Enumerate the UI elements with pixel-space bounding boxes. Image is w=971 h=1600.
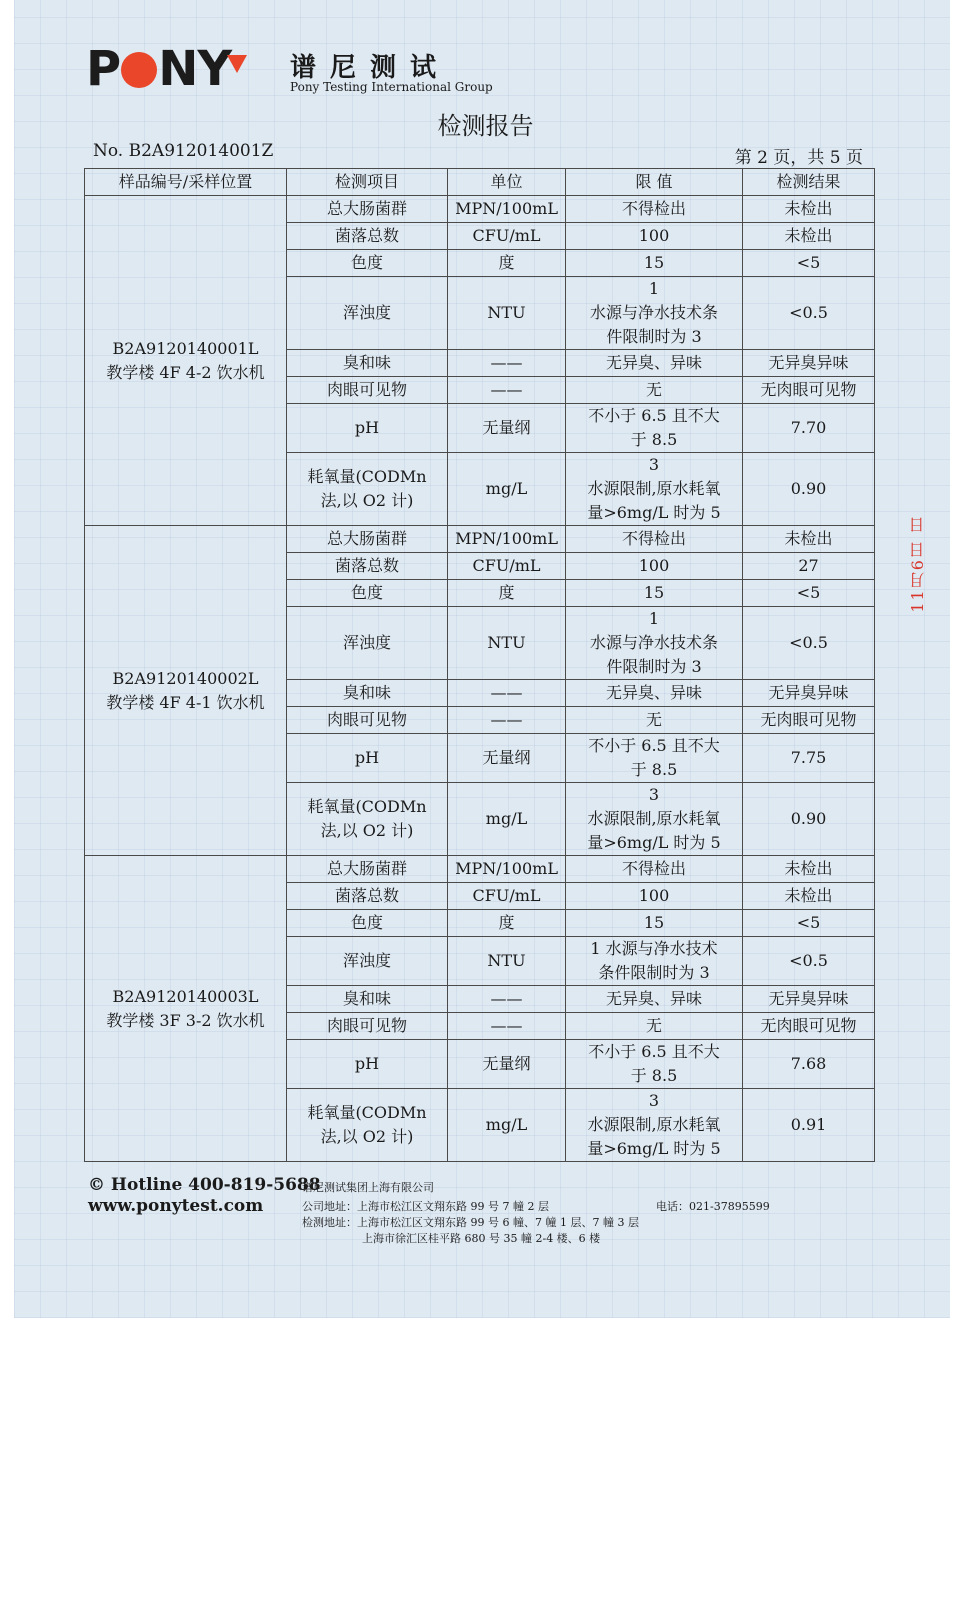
limit-line: 量>6mg/L 时为 5 bbox=[587, 1139, 721, 1158]
company-logo bbox=[86, 41, 247, 97]
limit-cell: 无异臭、异味 bbox=[566, 350, 743, 377]
test-item: 浑浊度 bbox=[287, 277, 448, 350]
limit-cell: 100 bbox=[566, 553, 743, 580]
test-results-table bbox=[84, 168, 875, 1162]
limit-line: 于 8.5 bbox=[630, 1066, 678, 1085]
test-item bbox=[287, 783, 448, 856]
test-item-line: 耗氧量(CODMn bbox=[307, 1103, 427, 1122]
limit-cell bbox=[566, 404, 743, 453]
unit-cell: —— bbox=[448, 350, 566, 377]
limit-cell bbox=[566, 277, 743, 350]
test-item-line: 法,以 O2 计) bbox=[320, 821, 414, 840]
sample-id: B2A9120140003L bbox=[112, 986, 259, 1006]
limit-cell: 15 bbox=[566, 910, 743, 937]
result-cell: 无肉眼可见物 bbox=[743, 377, 875, 404]
result-cell: 无异臭异味 bbox=[743, 680, 875, 707]
unit-cell: CFU/mL bbox=[448, 223, 566, 250]
limit-cell bbox=[566, 937, 743, 986]
sample-id: B2A9120140002L bbox=[112, 668, 259, 688]
result-cell: 未检出 bbox=[743, 223, 875, 250]
limit-cell bbox=[566, 1040, 743, 1089]
column-header: 样品编号/采样位置 bbox=[85, 169, 287, 196]
unit-cell: mg/L bbox=[448, 1089, 566, 1162]
result-cell: 未检出 bbox=[743, 883, 875, 910]
column-header: 检测项目 bbox=[287, 169, 448, 196]
unit-cell: MPN/100mL bbox=[448, 526, 566, 553]
test-item: 菌落总数 bbox=[287, 223, 448, 250]
result-cell: 无异臭异味 bbox=[743, 350, 875, 377]
phone-number: 电话：021-37895599 bbox=[656, 1200, 770, 1213]
limit-line: 水源限制,原水耗氧 bbox=[587, 809, 721, 828]
limit-cell: 15 bbox=[566, 580, 743, 607]
unit-cell: mg/L bbox=[448, 783, 566, 856]
table-row bbox=[85, 526, 875, 553]
table-header-row bbox=[85, 169, 875, 196]
unit-cell: 无量纲 bbox=[448, 404, 566, 453]
unit-cell: —— bbox=[448, 377, 566, 404]
lab-address: 检测地址：上海市松江区文翔东路 99 号 6 幢、7 幢 1 层、7 幢 3 层 bbox=[302, 1216, 639, 1229]
limit-line: 1 bbox=[648, 279, 660, 298]
logo-triangle bbox=[227, 55, 247, 73]
test-item: 臭和味 bbox=[287, 986, 448, 1013]
test-item-line: 耗氧量(CODMn bbox=[307, 467, 427, 486]
limit-cell: 无 bbox=[566, 707, 743, 734]
page-title: 检测报告 bbox=[437, 112, 534, 140]
result-cell: <5 bbox=[743, 250, 875, 277]
result-cell: <0.5 bbox=[743, 277, 875, 350]
lab-address-2: 上海市徐汇区桂平路 680 号 35 幢 2-4 楼、6 楼 bbox=[362, 1232, 601, 1245]
limit-line: 不小于 6.5 且不大 bbox=[588, 736, 720, 755]
result-cell: 0.90 bbox=[743, 453, 875, 526]
test-item: 菌落总数 bbox=[287, 553, 448, 580]
result-cell: <5 bbox=[743, 910, 875, 937]
test-item: 浑浊度 bbox=[287, 607, 448, 680]
result-cell: 未检出 bbox=[743, 526, 875, 553]
result-cell: 无异臭异味 bbox=[743, 986, 875, 1013]
unit-cell: 度 bbox=[448, 250, 566, 277]
unit-cell: 无量纲 bbox=[448, 734, 566, 783]
limit-cell: 不得检出 bbox=[566, 856, 743, 883]
company-name: 谱尼测试集团上海有限公司 bbox=[302, 1181, 434, 1194]
unit-cell: —— bbox=[448, 707, 566, 734]
unit-cell: CFU/mL bbox=[448, 883, 566, 910]
logo-o-circle bbox=[121, 52, 157, 88]
limit-line: 1 bbox=[648, 609, 660, 628]
logo-wordmark: P NY bbox=[86, 45, 247, 93]
sample-location: 教学楼 3F 3-2 饮水机 bbox=[106, 1010, 265, 1030]
limit-cell: 无 bbox=[566, 1013, 743, 1040]
limit-line: 不小于 6.5 且不大 bbox=[588, 1042, 720, 1061]
table-row bbox=[85, 856, 875, 883]
sample-location: 教学楼 4F 4-2 饮水机 bbox=[106, 362, 265, 382]
limit-cell: 无异臭、异味 bbox=[566, 680, 743, 707]
limit-cell: 无异臭、异味 bbox=[566, 986, 743, 1013]
limit-cell: 不得检出 bbox=[566, 196, 743, 223]
result-cell: <0.5 bbox=[743, 607, 875, 680]
limit-cell bbox=[566, 453, 743, 526]
sample-cell bbox=[85, 856, 287, 1162]
limit-cell bbox=[566, 607, 743, 680]
test-item: 总大肠菌群 bbox=[287, 526, 448, 553]
result-cell: 7.70 bbox=[743, 404, 875, 453]
test-item: 肉眼可见物 bbox=[287, 1013, 448, 1040]
limit-line: 件限制时为 3 bbox=[606, 657, 702, 676]
test-item-line: 耗氧量(CODMn bbox=[307, 797, 427, 816]
result-cell: 0.90 bbox=[743, 783, 875, 856]
test-item-line: 法,以 O2 计) bbox=[320, 491, 414, 510]
unit-cell: NTU bbox=[448, 937, 566, 986]
test-item-line: 法,以 O2 计) bbox=[320, 1127, 414, 1146]
limit-line: 3 bbox=[648, 1091, 660, 1110]
column-header: 检测结果 bbox=[743, 169, 875, 196]
sample-id: B2A9120140001L bbox=[112, 338, 259, 358]
sample-location: 教学楼 4F 4-1 饮水机 bbox=[106, 692, 265, 712]
limit-line: 水源限制,原水耗氧 bbox=[587, 1115, 721, 1134]
column-header: 限 值 bbox=[566, 169, 743, 196]
unit-cell: 度 bbox=[448, 910, 566, 937]
result-cell: 未检出 bbox=[743, 856, 875, 883]
test-item: 臭和味 bbox=[287, 350, 448, 377]
table-body bbox=[85, 196, 875, 1162]
result-cell: <0.5 bbox=[743, 937, 875, 986]
sample-cell bbox=[85, 526, 287, 856]
result-cell: 未检出 bbox=[743, 196, 875, 223]
test-item: 菌落总数 bbox=[287, 883, 448, 910]
limit-cell bbox=[566, 783, 743, 856]
test-item: 肉眼可见物 bbox=[287, 707, 448, 734]
unit-cell: MPN/100mL bbox=[448, 856, 566, 883]
limit-line: 1 水源与净水技术 bbox=[590, 939, 718, 958]
test-item bbox=[287, 1089, 448, 1162]
limit-cell bbox=[566, 1089, 743, 1162]
result-cell: 7.68 bbox=[743, 1040, 875, 1089]
unit-cell: MPN/100mL bbox=[448, 196, 566, 223]
unit-cell: —— bbox=[448, 986, 566, 1013]
limit-cell bbox=[566, 734, 743, 783]
limit-line: 件限制时为 3 bbox=[606, 327, 702, 346]
test-item: 总大肠菌群 bbox=[287, 196, 448, 223]
unit-cell: —— bbox=[448, 1013, 566, 1040]
limit-cell: 100 bbox=[566, 223, 743, 250]
limit-line: 条件限制时为 3 bbox=[598, 963, 710, 982]
result-cell: 0.91 bbox=[743, 1089, 875, 1162]
limit-cell: 不得检出 bbox=[566, 526, 743, 553]
page-indicator: 第 2 页，共 5 页 bbox=[734, 148, 863, 168]
unit-cell: NTU bbox=[448, 607, 566, 680]
limit-line: 水源限制,原水耗氧 bbox=[587, 479, 721, 498]
limit-line: 3 bbox=[648, 785, 660, 804]
limit-line: 水源与净水技术条 bbox=[589, 303, 718, 322]
hotline: © Hotline 400-819-5688 bbox=[88, 1175, 321, 1195]
test-item: pH bbox=[287, 734, 448, 783]
test-item bbox=[287, 453, 448, 526]
test-item: 肉眼可见物 bbox=[287, 377, 448, 404]
test-item: 浑浊度 bbox=[287, 937, 448, 986]
unit-cell: 度 bbox=[448, 580, 566, 607]
test-item: 臭和味 bbox=[287, 680, 448, 707]
limit-cell: 100 bbox=[566, 883, 743, 910]
result-cell: 无肉眼可见物 bbox=[743, 707, 875, 734]
limit-line: 于 8.5 bbox=[630, 430, 678, 449]
limit-cell: 无 bbox=[566, 377, 743, 404]
unit-cell: 无量纲 bbox=[448, 1040, 566, 1089]
test-item: 色度 bbox=[287, 250, 448, 277]
unit-cell: CFU/mL bbox=[448, 553, 566, 580]
limit-line: 量>6mg/L 时为 5 bbox=[587, 833, 721, 852]
result-cell: 7.75 bbox=[743, 734, 875, 783]
website: www.ponytest.com bbox=[88, 1196, 264, 1216]
brand-name-cn: 谱尼测试 bbox=[290, 53, 451, 83]
limit-line: 水源与净水技术条 bbox=[589, 633, 718, 652]
limit-line: 不小于 6.5 且不大 bbox=[588, 406, 720, 425]
test-item: 总大肠菌群 bbox=[287, 856, 448, 883]
result-cell: 27 bbox=[743, 553, 875, 580]
test-item: 色度 bbox=[287, 910, 448, 937]
unit-cell: —— bbox=[448, 680, 566, 707]
test-item: 色度 bbox=[287, 580, 448, 607]
sample-cell bbox=[85, 196, 287, 526]
brand-name-en: Pony Testing International Group bbox=[290, 80, 493, 94]
result-cell: <5 bbox=[743, 580, 875, 607]
result-cell: 无肉眼可见物 bbox=[743, 1013, 875, 1040]
report-number: No. B2A912014001Z bbox=[93, 141, 274, 161]
test-item: pH bbox=[287, 404, 448, 453]
limit-line: 量>6mg/L 时为 5 bbox=[587, 503, 721, 522]
unit-cell: NTU bbox=[448, 277, 566, 350]
table-row bbox=[85, 196, 875, 223]
test-item: pH bbox=[287, 1040, 448, 1089]
limit-cell: 15 bbox=[566, 250, 743, 277]
column-header: 单位 bbox=[448, 169, 566, 196]
unit-cell: mg/L bbox=[448, 453, 566, 526]
limit-line: 3 bbox=[648, 455, 660, 474]
company-address: 公司地址：上海市松江区文翔东路 99 号 7 幢 2 层 bbox=[302, 1200, 549, 1213]
limit-line: 于 8.5 bbox=[630, 760, 678, 779]
side-stamp: 11月6日 日 bbox=[908, 515, 927, 613]
